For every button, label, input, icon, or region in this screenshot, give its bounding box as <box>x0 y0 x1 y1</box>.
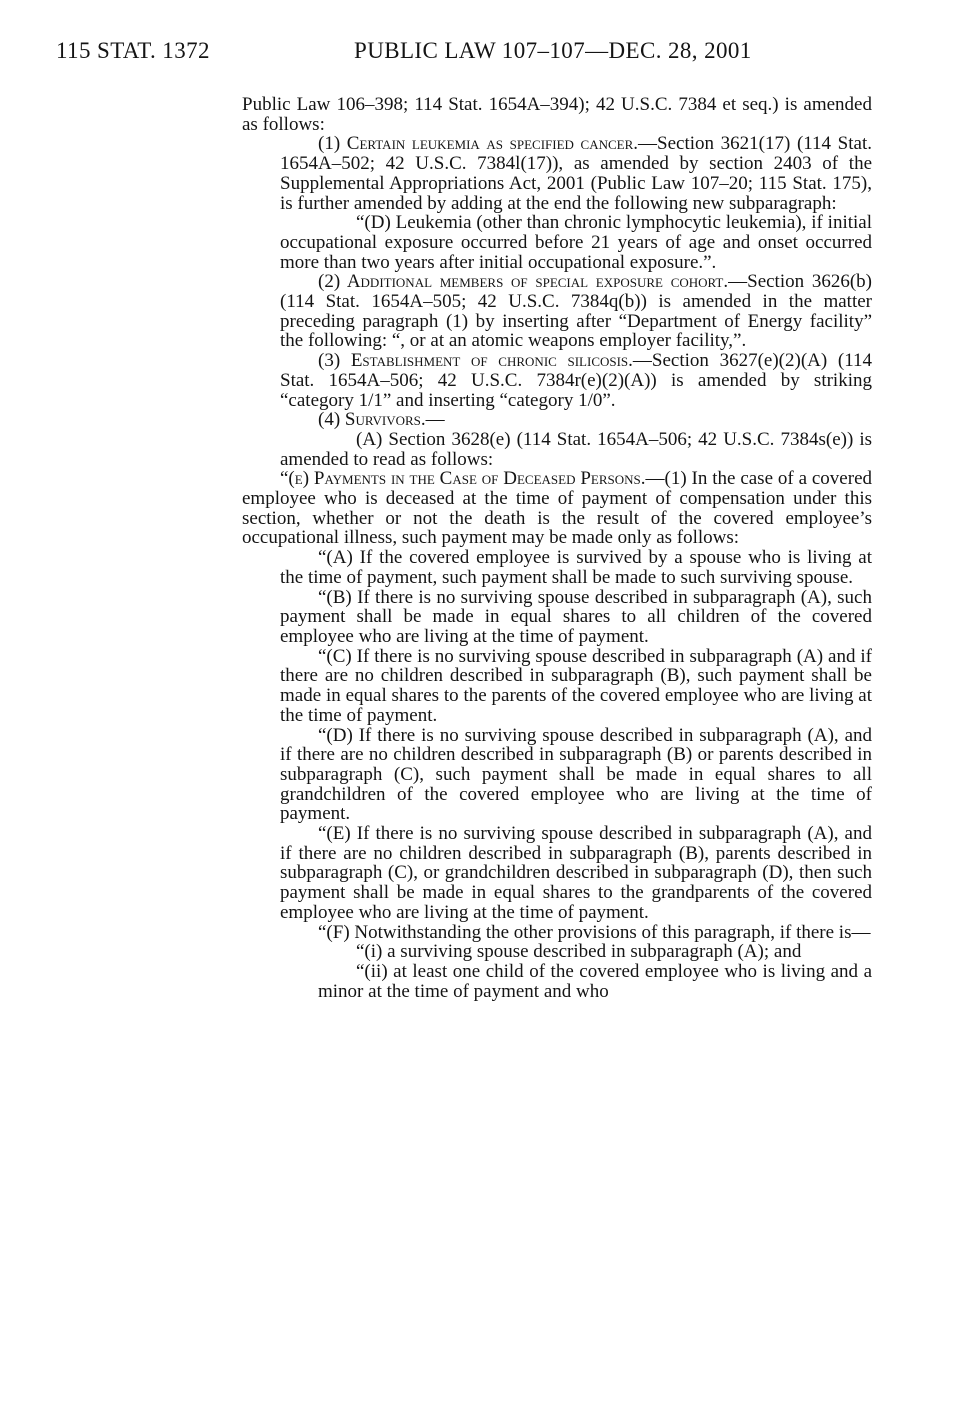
paragraph-3 <box>242 351 872 410</box>
paragraph-4 <box>242 410 872 430</box>
subparagraph-f: “(F) Notwithstanding the other provisions of this paragraph, if there is— <box>318 921 871 943</box>
subsection-e-text: —(1) In the case of a covered employee who is deceased at the time of payment of compensation under this section, whether or not the death is the result of the covered employee’s occupational illness, such payment may be made only as follows: <box>242 468 872 549</box>
paragraph-4-text: — <box>425 409 445 431</box>
paragraph-3-text: —Section 3627(e)(2)(A) (114 Stat. 1654A–506; 42 U.S.C. 7384r(e)(2)(A)) is amended by striking “category 1/1” and inserting “category 1/0”. <box>280 350 873 411</box>
document-body <box>242 95 872 1001</box>
paragraph-3-heading: (3) Establishment of chronic silicosis. <box>318 350 633 372</box>
intro-paragraph: Public Law 106–398; 114 Stat. 1654A–394); 42 U.S.C. 7384 et seq.) is amended as follows: <box>242 94 872 135</box>
subsection-e-heading: “(e) Payments in the Case of Deceased Persons. <box>280 468 646 490</box>
subparagraph-a: “(A) If the covered employee is survived by a spouse who is living at the time of payment, such payment shall be made to such surviving spouse. <box>280 547 872 588</box>
paragraph-4-a: (A) Section 3628(e) (114 Stat. 1654A–506; 42 U.S.C. 7384s(e)) is amended to read as follows: <box>280 428 872 470</box>
clause-ii: “(ii) at least one child of the covered employee who is living and a minor at the time of payment and who <box>318 960 872 1002</box>
paragraph-2 <box>242 272 872 351</box>
public-law-reference: PUBLIC LAW 107–107—DEC. 28, 2001 <box>354 38 752 63</box>
subparagraph-b: “(B) If there is no surviving spouse described in subparagraph (A), such payment shall be made in equal shares to all children of the covered employee who are living at the time of payment. <box>280 586 872 647</box>
paragraph-1-text: —Section 3621(17) (114 Stat. 1654A–502; 42 U.S.C. 7384l(17)), as amended by section 2403 of the Supplemental Appropriations Act, 2001 (Public Law 107–20; 115 Stat. 175), is further amended by adding at the end the following new subparagraph: <box>280 133 872 214</box>
paragraph-1 <box>242 134 872 213</box>
paragraph-4-heading: (4) Survivors. <box>318 409 426 431</box>
clause-i: “(i) a surviving spouse described in subparagraph (A); and <box>356 941 802 963</box>
paragraph-1-quote: “(D) Leukemia (other than chronic lymphocytic leukemia), if initial occupational exposure occurred before 21 years of age and onset occurred more than two years after initial occupational exposure.”. <box>280 212 872 273</box>
subsection-e <box>242 469 872 548</box>
subparagraph-c: “(C) If there is no surviving spouse described in subparagraph (A) and if there are no children described in subparagraph (B), such payment shall be made in equal shares to the parents of the covered employee who are living at the time of payment. <box>280 645 872 726</box>
paragraph-1-heading: (1) Certain leukemia as specified cancer. <box>318 133 639 155</box>
stat-reference: 115 STAT. 1372 <box>56 38 210 63</box>
subparagraph-d: “(D) If there is no surviving spouse described in subparagraph (A), and if there are no children described in subparagraph (B) or parents described in subparagraph (C), such payment shall be made in equal shares to all grandchildren of the covered employee who are living at the time of payment. <box>280 724 872 825</box>
paragraph-2-heading: (2) Additional members of special exposure cohort. <box>318 271 729 293</box>
subparagraph-e: “(E) If there is no surviving spouse described in subparagraph (A), and if there are no children described in subparagraph (B), parents described in subparagraph (C), or grandchildren described in subparagraph (D), then such payment shall be made in equal shares to the grandparents of the covered employee who are living at the time of payment. <box>280 823 872 923</box>
paragraph-2-text: —Section 3626(b) (114 Stat. 1654A–505; 42 U.S.C. 7384q(b)) is amended in the matter preceding paragraph (1) by inserting after “Department of Energy facility” the following: “, or at an atomic weapons employer facility,”. <box>280 271 872 352</box>
